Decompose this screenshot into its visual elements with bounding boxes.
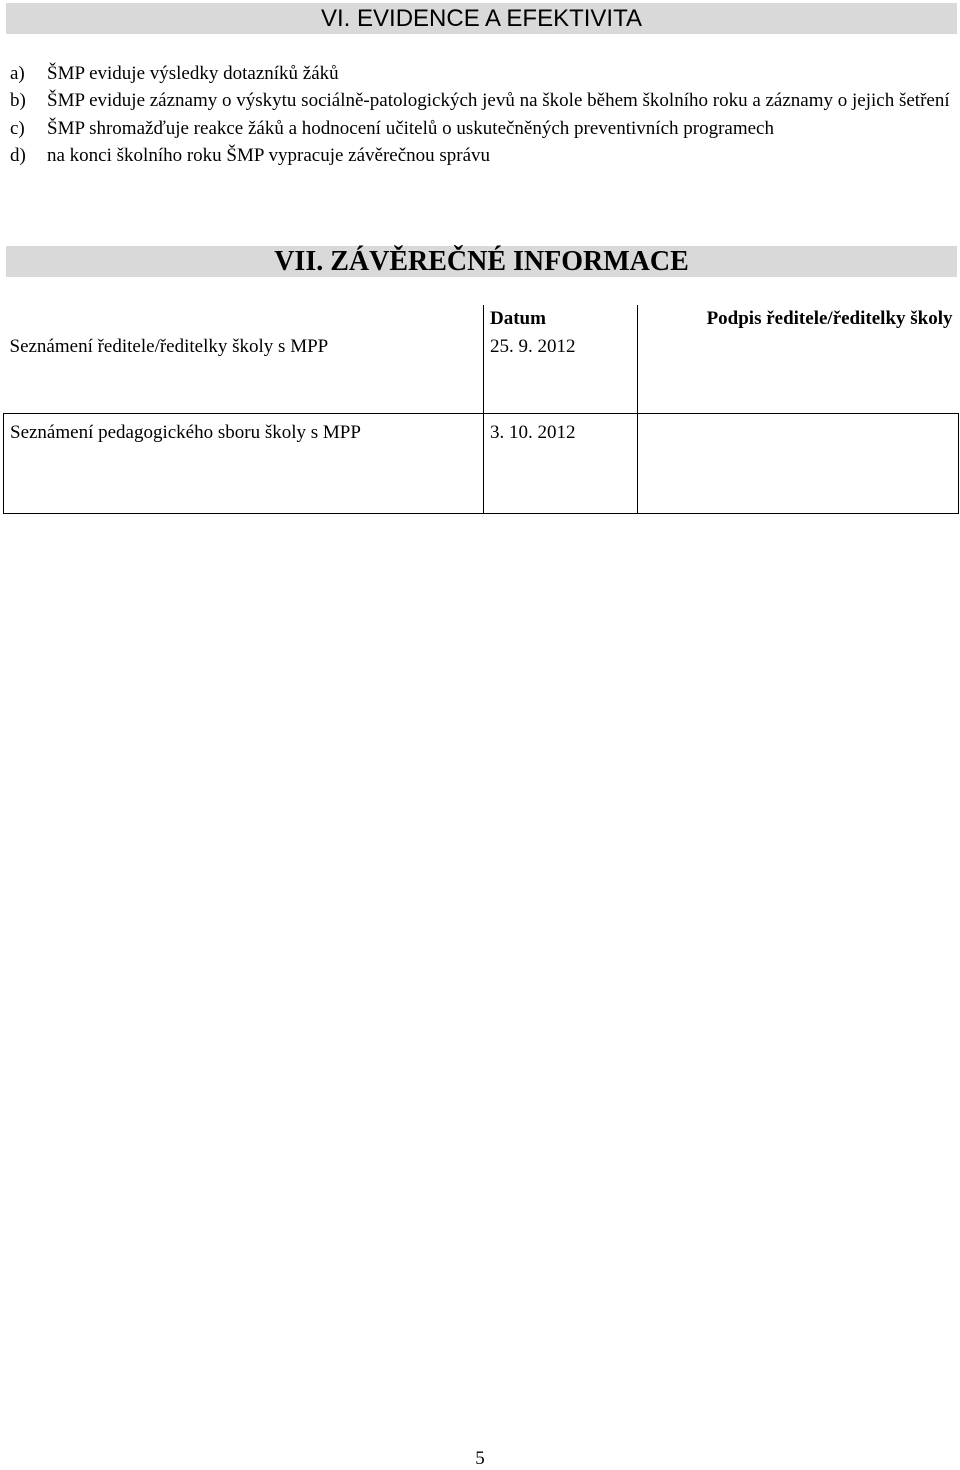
row-signature: [638, 332, 959, 414]
list-item: [10, 115, 955, 142]
final-info-table: [3, 305, 959, 514]
list-item-text: ŠMP eviduje záznamy o výskytu sociálně-patologických jevů na škole během školního roku a záznamy o jejich šetření: [47, 90, 950, 112]
list-item: [10, 142, 955, 169]
section-vii-heading: VII. ZÁVĚREČNÉ INFORMACE: [6, 246, 957, 277]
table-header-date: Datum: [484, 305, 638, 332]
evidence-list: [10, 60, 955, 169]
row-label: Seznámení pedagogického sboru školy s MPP: [4, 414, 484, 514]
page-number: 5: [475, 1448, 485, 1469]
row-date: 3. 10. 2012: [484, 414, 638, 514]
row-signature: [638, 414, 959, 514]
list-item-text: ŠMP shromažďuje reakce žáků a hodnocení učitelů o uskutečněných preventivních programech: [47, 117, 774, 139]
section-vi-heading: VI. EVIDENCE A EFEKTIVITA: [6, 3, 957, 34]
list-item-marker: a): [10, 63, 25, 84]
table-row: [4, 332, 959, 414]
list-item: [10, 60, 955, 87]
table-row: [4, 414, 959, 514]
row-date: 25. 9. 2012: [484, 332, 638, 414]
table-header-row: [4, 305, 959, 332]
list-item-marker: c): [10, 117, 25, 139]
row-label: Seznámení ředitele/ředitelky školy s MPP: [9, 336, 329, 357]
table-header-empty: [4, 305, 484, 332]
list-item-marker: d): [10, 144, 26, 166]
table-header-signature: Podpis ředitele/ředitelky školy: [706, 308, 953, 329]
list-item-text: na konci školního roku ŠMP vypracuje závěrečnou správu: [47, 144, 491, 166]
list-item-text: ŠMP eviduje výsledky dotazníků žáků: [47, 63, 339, 84]
list-item: [10, 87, 955, 114]
list-item-marker: b): [10, 90, 26, 112]
